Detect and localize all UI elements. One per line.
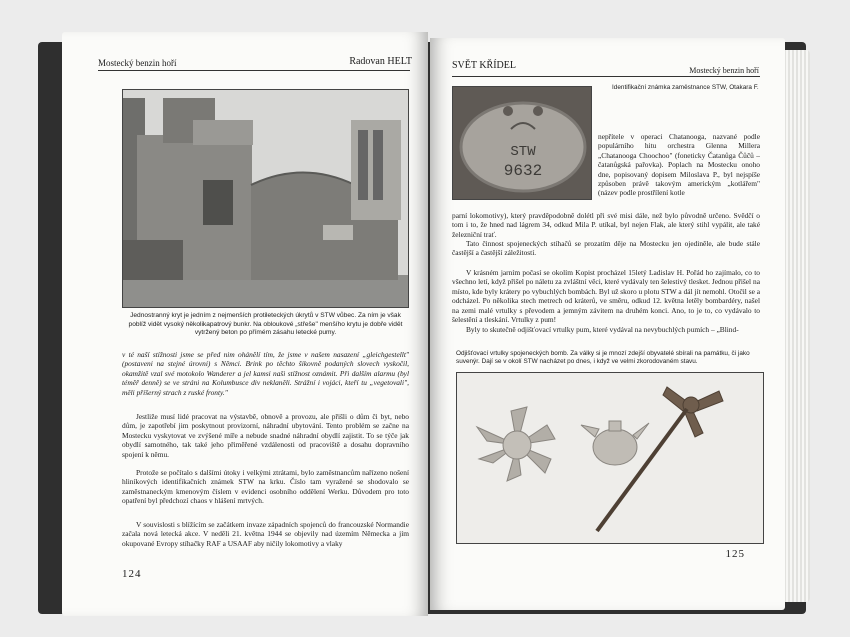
id-tag-caption: Identifikační známka zaměstnance STW, Otakara F. (612, 84, 759, 91)
left-page (62, 32, 428, 616)
tag-text-stw: STW (510, 144, 536, 160)
right-paragraph-b: Tato činnost spojeneckých stíhačů se prozatím děje na Mostecku jen ojediněle, ale bude stále častější a častější záležitostí. (452, 239, 760, 258)
right-header-series: SVĚT KŘÍDEL (452, 60, 516, 71)
left-page-number: 124 (122, 568, 142, 580)
right-paragraph-full: parní lokomotivy), který pravděpodobně dolétl při své misi dále, než bylo původně určeno. Svědčí o tom i to, že hned nad lágrem 34, odkud Mila P. utíkal, byl nejen Flak, ale který stihl vypálit, ale také železniční trať. (452, 211, 760, 239)
bunker-photo (122, 89, 409, 308)
left-italic-quote: v té naší stížnosti jsme se před nim ohánělí tím, že jsme v našem nasazení „gleichgestellt" (postaveni na stejné úrovni) s Němci. Brink po těchto šikovně podaných slovech vyskočil, okamžitě vzal své motokolo Wanderer a jel kamsi naši stížnost oznámit. Při dalším alarmu (byl téměř denně) se ve stráni na Kolumbusce div neklaněli. Strážní i vojáci, kteří tu „vegetovali", měli příšerný strach z ruské fronty." (122, 350, 409, 397)
propellers-photo (456, 372, 764, 544)
bunker-caption: Jednostranný kryt je jedním z nejmenších protileteckých úkrytů v STW vůbec. Za ním je však poblíž vidět vysoký několikapatrový bunkr. Na obloukové „střeše" menšího krytu je dobře vidět vytržený beton po přímém zásahu letecké pumy. (128, 312, 403, 337)
right-side-paragraph: nepřítele v operaci Chatanooga, nazvané podle populárního hitu orchestra Glenna Millera „Chatanooga Choochoo" (foneticky Čatanůga Čůčů – čatanůgská pařovka). Poplach na Mostecku onoho dne, popisovaný dopisem Miloslava P., byl nejspíše způsoben právě takovým americkým „kotlářem" (název podle prostřílení kotle (598, 132, 760, 198)
left-header-author: Radovan HELT (349, 56, 412, 67)
bunker-illustration (123, 90, 408, 307)
page-edges (784, 50, 810, 602)
id-tag-photo (452, 86, 592, 200)
left-paragraph-1: Jestliže musí lidé pracovat na výstavbě, obnově a provozu, ale přišli o dům či byt, nebo dům, je zapotřebí jim poskytnout provizorní, náhradní ubytování. Tento problém se začne na Mostecku vyskytovat ve zvýšené míře a nebude snadné náhradní obydlí zajistit. To se týče jak obydlí samotného, tak také jeho přiměřené vzdálenosti od pracoviště a dosahu dopravního spojení k němu. (122, 412, 409, 459)
id-tag-illustration (453, 87, 591, 199)
right-page-number: 125 (725, 548, 745, 560)
right-paragraph-c: V krásném jarním počasí se okolím Kopist procházel 15letý Ladislav H. Pořád ho zajímalo, co to všechno letí, když přišel po náletu za zvláštní věci, které vydávaly ten šelestivý tlesket. Jednou přišel na místo, kde byly krátery po vybuchlých bombách. Byl už skoro u plotu STW a dál jít nemohl. Otočil se a odcházel. Po několika stech metrech od kráterů, ve směru, odkud 12. května letěly bombardéry, našel na zemi malé vrtulky s převodem a jemným závitem na druhém konci. Ano, to je to, co vydávalo to šelestění a tleskání. Vrtulky z pum! (452, 268, 760, 325)
right-header-rule (452, 76, 760, 77)
propellers-illustration (457, 373, 763, 543)
propeller-caption: Odjišťovací vrtulky spojeneckých bomb. Za války si je mnozí zdejší obyvatelé sbírali na památku, či jako suvenýr. Dají se v okolí STW nacházet po dnes, i když ve velmi zkorodovaném stavu. (456, 350, 750, 366)
right-paragraph-d: Byly to skutečně odjišťovací vrtulky pum, které vydával na nevybuchlých pumích – „Blind- (466, 325, 739, 334)
right-page (430, 38, 785, 610)
left-paragraph-3: V souvislosti s blížícím se začátkem invaze západních spojenců do francouzské Normandie začala nová letecká akce. V neděli 21. května 1944 se objevily nad územím Německa a jím okupované Evropy stíhačky RAF a USAAF aby ničily lokomotivy a vlaky (122, 520, 409, 548)
right-header-title: Mostecký benzin hoří (689, 66, 759, 75)
left-header-rule (98, 70, 410, 71)
left-header-title: Mostecký benzin hoří (98, 58, 177, 68)
tag-text-number: 9632 (503, 162, 543, 180)
left-paragraph-2: Protože se počítalo s dalšími útoky i velkými ztrátami, bylo zaměstnancům nařízeno nošení hliníkových identifikačních známek STW na krku. Číslo tam vyražené se shodovalo se zaměstnaneckým kmenovým číslem v evidenci osobního oddělení Werku. Důvodem pro toto opatření byl předchozí chaos v hlášení mrtvých. (122, 468, 409, 506)
